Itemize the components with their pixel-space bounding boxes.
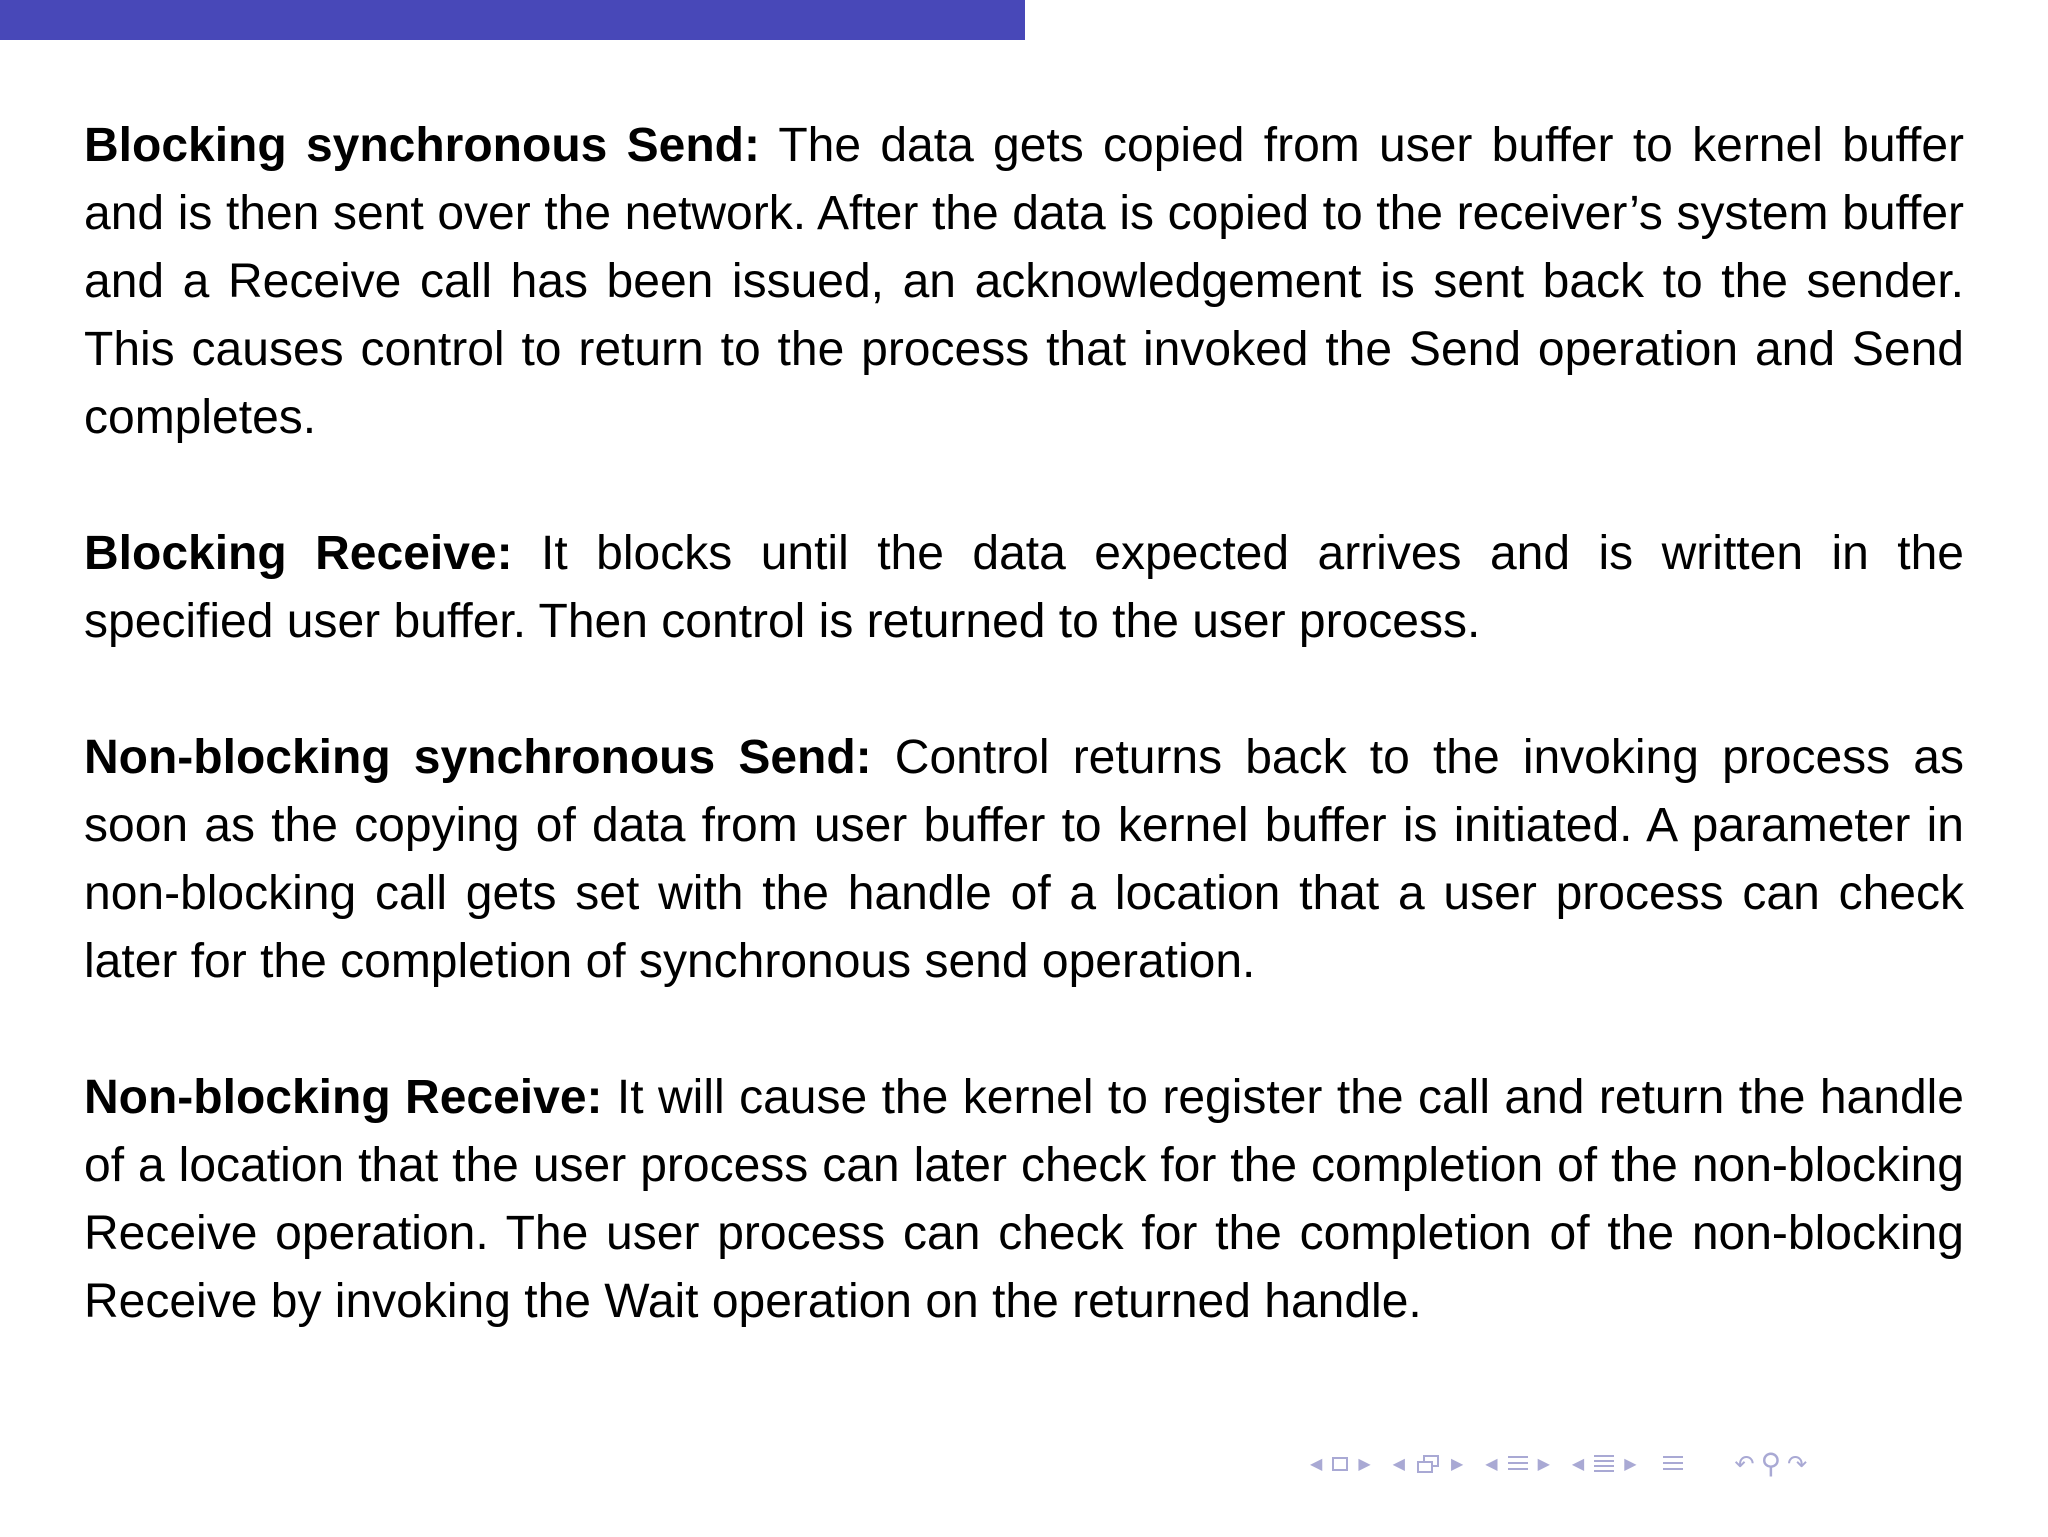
text-blocking-send: The data gets copied from user buffer to kernel buffer and is then sent over the network. After the data is copied to the receiver’s system buffer and a Receive call has been issued, an acknowledgement is sent back to the sender. This causes control to return to the process that invoked the Send operation and Send completes. (84, 119, 1965, 444)
paragraph-nonblocking-send (84, 724, 1964, 996)
term-blocking-receive: Blocking Receive: (84, 527, 513, 580)
term-nonblocking-send: Non-blocking synchronous Send: (84, 731, 872, 784)
paragraph-blocking-send (84, 112, 1964, 452)
text-nonblocking-send: Control returns back to the invoking process as soon as the copying of data from user buffer to kernel buffer is initiated. A parameter in non-blocking call gets set with the handle of a location that a user process can check later for the completion of synchronous send operation. (84, 731, 1964, 988)
triangle-right-icon[interactable]: ▶ (1624, 1454, 1637, 1473)
document-nav (1572, 1444, 1637, 1484)
subsection-nav (1393, 1444, 1464, 1484)
triangle-left-icon[interactable]: ◀ (1310, 1454, 1323, 1473)
triangle-right-icon[interactable]: ▶ (1537, 1454, 1550, 1473)
paragraph-nonblocking-receive (84, 1064, 1964, 1336)
triangle-left-icon[interactable]: ◀ (1485, 1454, 1498, 1473)
appendix-nav (1659, 1454, 1687, 1474)
back-icon[interactable]: ↶ (1734, 1450, 1755, 1478)
subsection-icon[interactable] (1415, 1453, 1441, 1475)
history-nav (1735, 1444, 1808, 1484)
frame-icon[interactable] (1332, 1457, 1348, 1471)
section-nav (1485, 1444, 1550, 1484)
slide-content (84, 112, 1964, 1336)
frame-nav (1310, 1444, 1371, 1484)
document-icon[interactable] (1594, 1454, 1614, 1474)
forward-icon[interactable]: ↷ (1787, 1450, 1808, 1478)
paragraph-blocking-receive (84, 520, 1964, 656)
triangle-left-icon[interactable]: ◀ (1392, 1454, 1405, 1473)
section-icon[interactable] (1508, 1454, 1528, 1474)
triangle-right-icon[interactable]: ▶ (1358, 1454, 1371, 1473)
appendix-icon[interactable] (1663, 1454, 1683, 1474)
search-icon[interactable]: ⚲ (1760, 1447, 1782, 1480)
term-blocking-send: Blocking synchronous Send: (84, 119, 760, 172)
term-nonblocking-receive: Non-blocking Receive: (84, 1071, 603, 1124)
beamer-navigation (1310, 1444, 1807, 1484)
triangle-left-icon[interactable]: ◀ (1571, 1454, 1585, 1473)
triangle-right-icon[interactable]: ▶ (1450, 1454, 1464, 1473)
text-blocking-receive: It blocks until the data expected arrives and is written in the specified user buffer. Then control is returned to the user process. (84, 527, 1965, 648)
text-nonblocking-receive: It will cause the kernel to register the call and return the handle of a location that the user process can later check for the completion of the non-blocking Receive operation. The user process can check for the completion of the non-blocking Receive by invoking the Wait operation on the returned handle. (84, 1071, 1964, 1328)
header-bar (0, 0, 1025, 40)
